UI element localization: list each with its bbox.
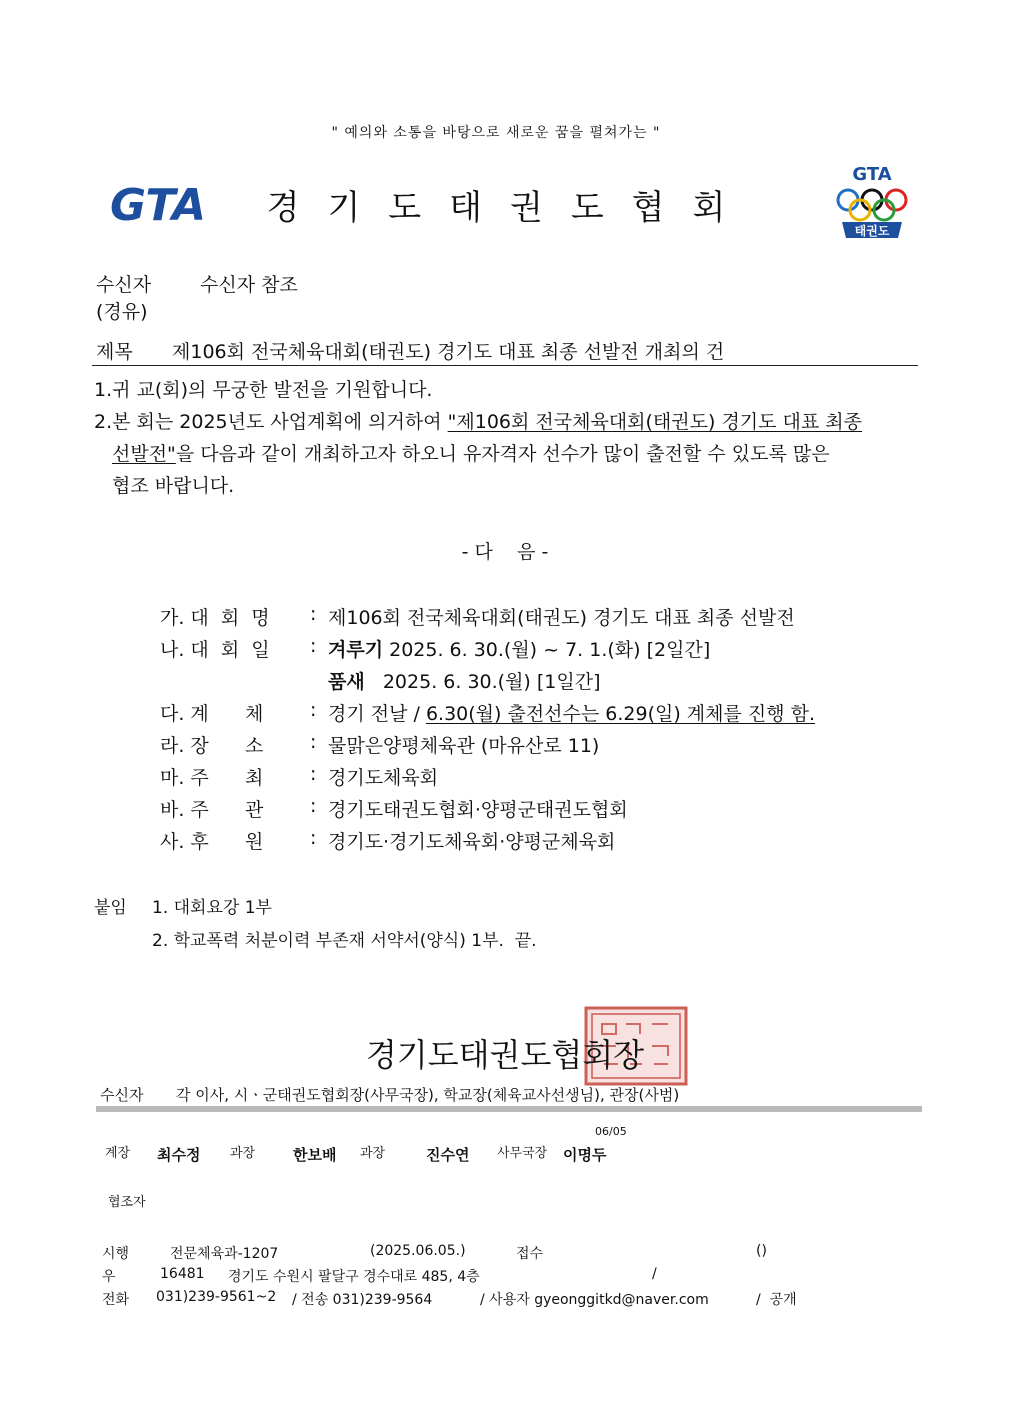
gta-olympic-logo	[832, 158, 912, 244]
motto: " 예의와 소통을 바탕으로 새로운 꿈을 펼쳐가는 "	[331, 125, 661, 141]
detail-value: 2025. 6. 30.(월) ~ 7. 1.(화) [2일간]	[383, 639, 711, 661]
detail-label: 사. 후 원	[160, 831, 264, 853]
detail-bold: 겨루기	[328, 639, 384, 661]
cooperator-label: 협조자	[108, 1195, 146, 1210]
approval-role: 사무국장	[497, 1146, 548, 1161]
detail-value: 경기도체육회	[328, 767, 439, 789]
detail-row-name: 가. 대 회 명 : 제106회 전국체육대회(태권도) 경기도 대표 최종 선발전	[160, 603, 815, 635]
sender-name: 경기도태권도협회장	[365, 1036, 645, 1074]
recipient-label: 수신자	[96, 274, 152, 296]
approval-name: 진수연	[426, 1146, 470, 1164]
approval-role: 과장	[360, 1146, 386, 1161]
detail-row-date-poomsae	[160, 667, 815, 699]
p2-prefix: 2.본 회는 2025년도 사업계획에 의거하여	[94, 411, 448, 433]
receipt-paren: ()	[756, 1243, 767, 1259]
recipients-list: 각 이사, 시ㆍ군태권도협회장(사무국장), 학교장(체육교사선생님), 관장(사범)	[176, 1086, 680, 1104]
detail-label: 마. 주 최	[160, 767, 264, 789]
approval-date: 06/05	[595, 1125, 627, 1138]
address: 경기도 수원시 팔달구 경수대로 485, 4층	[228, 1269, 480, 1285]
detail-list	[160, 603, 815, 859]
detail-value: 물맑은양평체육관 (마유산로 11)	[328, 735, 600, 757]
footer-bar	[96, 1106, 922, 1112]
via-label: (경유)	[96, 301, 148, 323]
da-eum-heading: - 다 음 -	[461, 541, 549, 563]
detail-row-host: 마. 주 최 : 경기도체육회	[160, 763, 815, 795]
detail-label: 바. 주 관	[160, 799, 264, 821]
address-slash: /	[652, 1266, 657, 1282]
detail-underline: 6.30(월) 출전선수는 6.29(일) 계체를 진행 함.	[425, 703, 816, 725]
recipient-value: 수신자 참조	[200, 274, 298, 296]
detail-label: 다. 계 체	[160, 703, 264, 725]
approval-role: 과장	[230, 1146, 256, 1161]
detail-label: 나. 대 회 일	[160, 639, 270, 661]
approval-name: 한보배	[293, 1146, 337, 1164]
exec-date: (2025.06.05.)	[370, 1243, 466, 1259]
body-paragraph-2-line1	[94, 407, 920, 434]
detail-label	[160, 667, 310, 699]
phone-number: 031)239-9561~2	[156, 1289, 277, 1305]
receipt-label: 접수	[516, 1246, 544, 1262]
body-paragraph-2-line3: 협조 바랍니다.	[112, 475, 235, 497]
detail-row-sponsor: 사. 후 원 : 경기도·경기도체육회·양평군체육회	[160, 827, 815, 859]
subject-divider	[92, 365, 918, 366]
detail-label: 라. 장 소	[160, 735, 264, 757]
p2-rest: 을 다음과 같이 개최하고자 하오니 유자격자 선수가 많이 출전할 수 있도록 많은	[175, 443, 830, 465]
p2-event-title: "제106회 전국체육대회(태권도) 경기도 대표 최종	[447, 411, 863, 433]
attachment-item-1: 1. 대회요강 1부	[152, 898, 272, 918]
postal-label: 우	[102, 1269, 116, 1285]
detail-row-venue: 라. 장 소 : 물맑은양평체육관 (마유산로 11)	[160, 731, 815, 763]
detail-value: 2025. 6. 30.(월) [1일간]	[364, 671, 601, 693]
p2-event-title-end: 선발전"	[112, 443, 176, 465]
detail-label: 가. 대 회 명	[160, 607, 270, 629]
detail-value: 경기 전날 /	[328, 703, 426, 725]
approval-name: 최수정	[157, 1146, 201, 1164]
logo-right-top-text: GTA	[852, 164, 892, 185]
attachments-label: 붙임	[94, 898, 127, 918]
recipients-label: 수신자	[100, 1086, 144, 1104]
logo-left-text: GTA	[110, 180, 206, 231]
subject-value: 제106회 전국체육대회(태권도) 경기도 대표 최종 선발전 개최의 건	[172, 341, 725, 363]
body-paragraph-2-line2	[112, 439, 920, 466]
subject-label: 제목	[96, 341, 133, 363]
detail-value: 경기도태권도협회·양평군태권도협회	[328, 799, 628, 821]
approval-name: 이명두	[563, 1146, 607, 1164]
exec-label: 시행	[102, 1246, 130, 1262]
detail-row-weighin: 다. 계 체 : 경기 전날 / 6.30(월) 출전선수는 6.29(일) 계체를 진행 함.	[160, 699, 815, 731]
detail-row-date: 나. 대 회 일 : 겨루기 2025. 6. 30.(월) ~ 7. 1.(화) [2일간]	[160, 635, 815, 667]
detail-value: 경기도·경기도체육회·양평군체육회	[328, 831, 616, 853]
org-title: 경기도태권도협회	[266, 188, 754, 228]
fax-number: / 전송 031)239-9564	[292, 1292, 433, 1308]
attachment-item-2: 2. 학교폭력 처분이력 부존재 서약서(양식) 1부. 끝.	[152, 931, 537, 951]
approval-role: 계장	[105, 1146, 131, 1161]
email-link[interactable]: / 사용자 gyeonggitkd@naver.com	[480, 1292, 709, 1308]
body-paragraph-1: 1.귀 교(회)의 무궁한 발전을 기원합니다.	[94, 379, 433, 401]
phone-label: 전화	[102, 1292, 130, 1308]
detail-row-organizer: 바. 주 관 : 경기도태권도협회·양평군태권도협회	[160, 795, 815, 827]
detail-value: 제106회 전국체육대회(태권도) 경기도 대표 최종 선발전	[328, 607, 795, 629]
disclosure-status: / 공개	[756, 1292, 797, 1308]
exec-number: 전문체육과-1207	[170, 1246, 279, 1262]
postal-code: 16481	[160, 1266, 205, 1282]
logo-right-badge-text: 태권도	[854, 224, 890, 238]
detail-bold: 품새	[328, 671, 365, 693]
